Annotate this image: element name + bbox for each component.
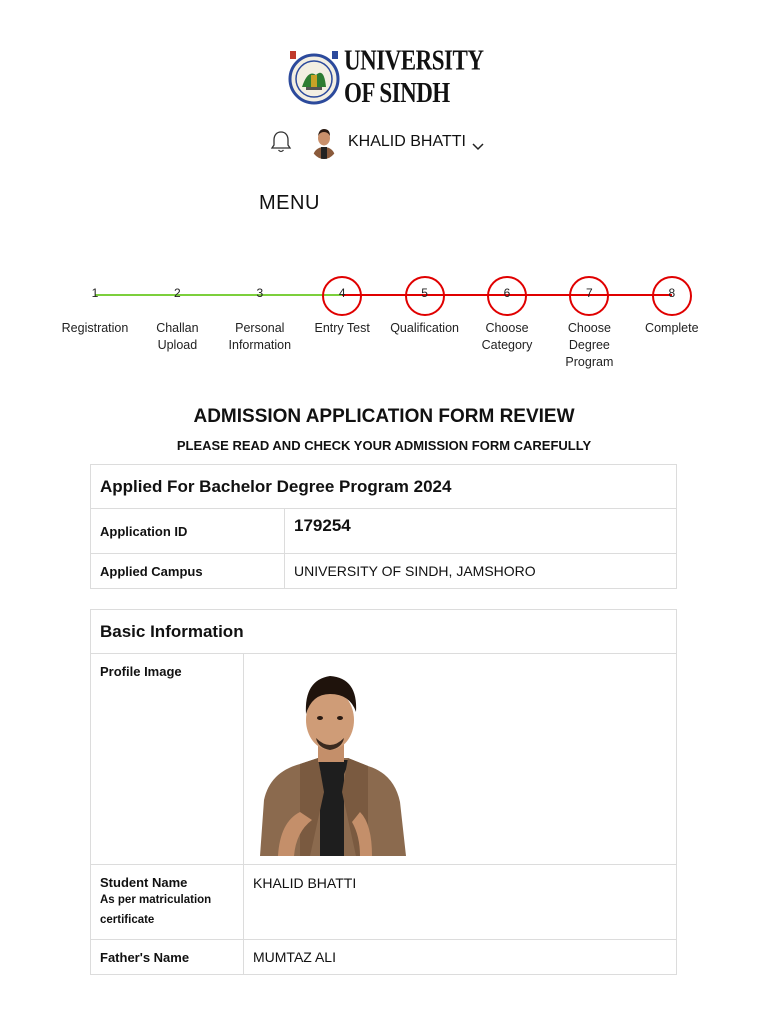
step-number[interactable]: 3 [256,286,264,300]
application-id-row [91,509,676,554]
profile-image [244,654,406,864]
student-name-label-cell [91,865,244,939]
application-id-label: Application ID [91,509,285,553]
student-name-note: As per matriculation certificate [100,894,212,926]
father-name-value: MUMTAZ ALI [253,949,336,965]
step-label[interactable]: Qualification [390,321,459,335]
step-label[interactable]: Personal Information [228,321,292,352]
father-name-label: Father's Name [91,940,244,974]
step-label[interactable]: Entry Test [314,321,370,335]
university-logo[interactable] [286,44,486,109]
step-number[interactable]: 5 [421,286,428,300]
logo-text: UNIVERSITY OF SINDH [344,44,483,109]
step-number[interactable]: 2 [174,286,181,300]
progress-stepper [0,270,768,380]
student-name-label: Student Name [100,875,188,890]
profile-image-label: Profile Image [91,654,244,864]
avatar[interactable] [310,125,338,159]
step-number[interactable]: 4 [338,286,346,300]
application-id-value: 179254 [294,516,351,535]
step-label[interactable]: Complete [645,321,699,335]
application-summary-box [90,464,677,589]
step-number[interactable]: 1 [91,286,99,300]
step-number[interactable]: 6 [503,286,511,300]
chevron-down-icon[interactable] [472,138,484,146]
basic-information-heading: Basic Information [91,610,676,654]
application-heading: Applied For Bachelor Degree Program 2024 [91,465,676,509]
applied-campus-label: Applied Campus [91,554,285,588]
user-name[interactable]: KHALID BHATTI [348,133,466,150]
step-number[interactable]: 7 [586,286,593,300]
profile-image-row [91,654,676,865]
step-label[interactable]: Choose Degree Program [565,321,614,369]
page-title: ADMISSION APPLICATION FORM REVIEW [193,406,575,427]
student-name-value: KHALID BHATTI [253,875,357,891]
university-seal-icon [286,49,342,105]
user-bar [270,124,484,160]
step-label[interactable]: Registration [61,321,129,335]
father-name-row [91,940,676,974]
applied-campus-value: UNIVERSITY OF SINDH, JAMSHORO [294,563,536,579]
step-label[interactable]: Choose Category [481,321,533,352]
step-label[interactable]: Challan Upload [156,321,199,352]
menu-button[interactable]: MENU [259,192,320,214]
basic-information-box [90,609,677,975]
profile-photo [260,672,406,856]
bell-icon[interactable] [270,130,292,154]
applied-campus-row [91,554,676,588]
student-name-row [91,865,676,940]
page-subtitle: PLEASE READ AND CHECK YOUR ADMISSION FORM CAREFULLY [176,438,592,453]
step-number[interactable]: 8 [668,286,676,300]
